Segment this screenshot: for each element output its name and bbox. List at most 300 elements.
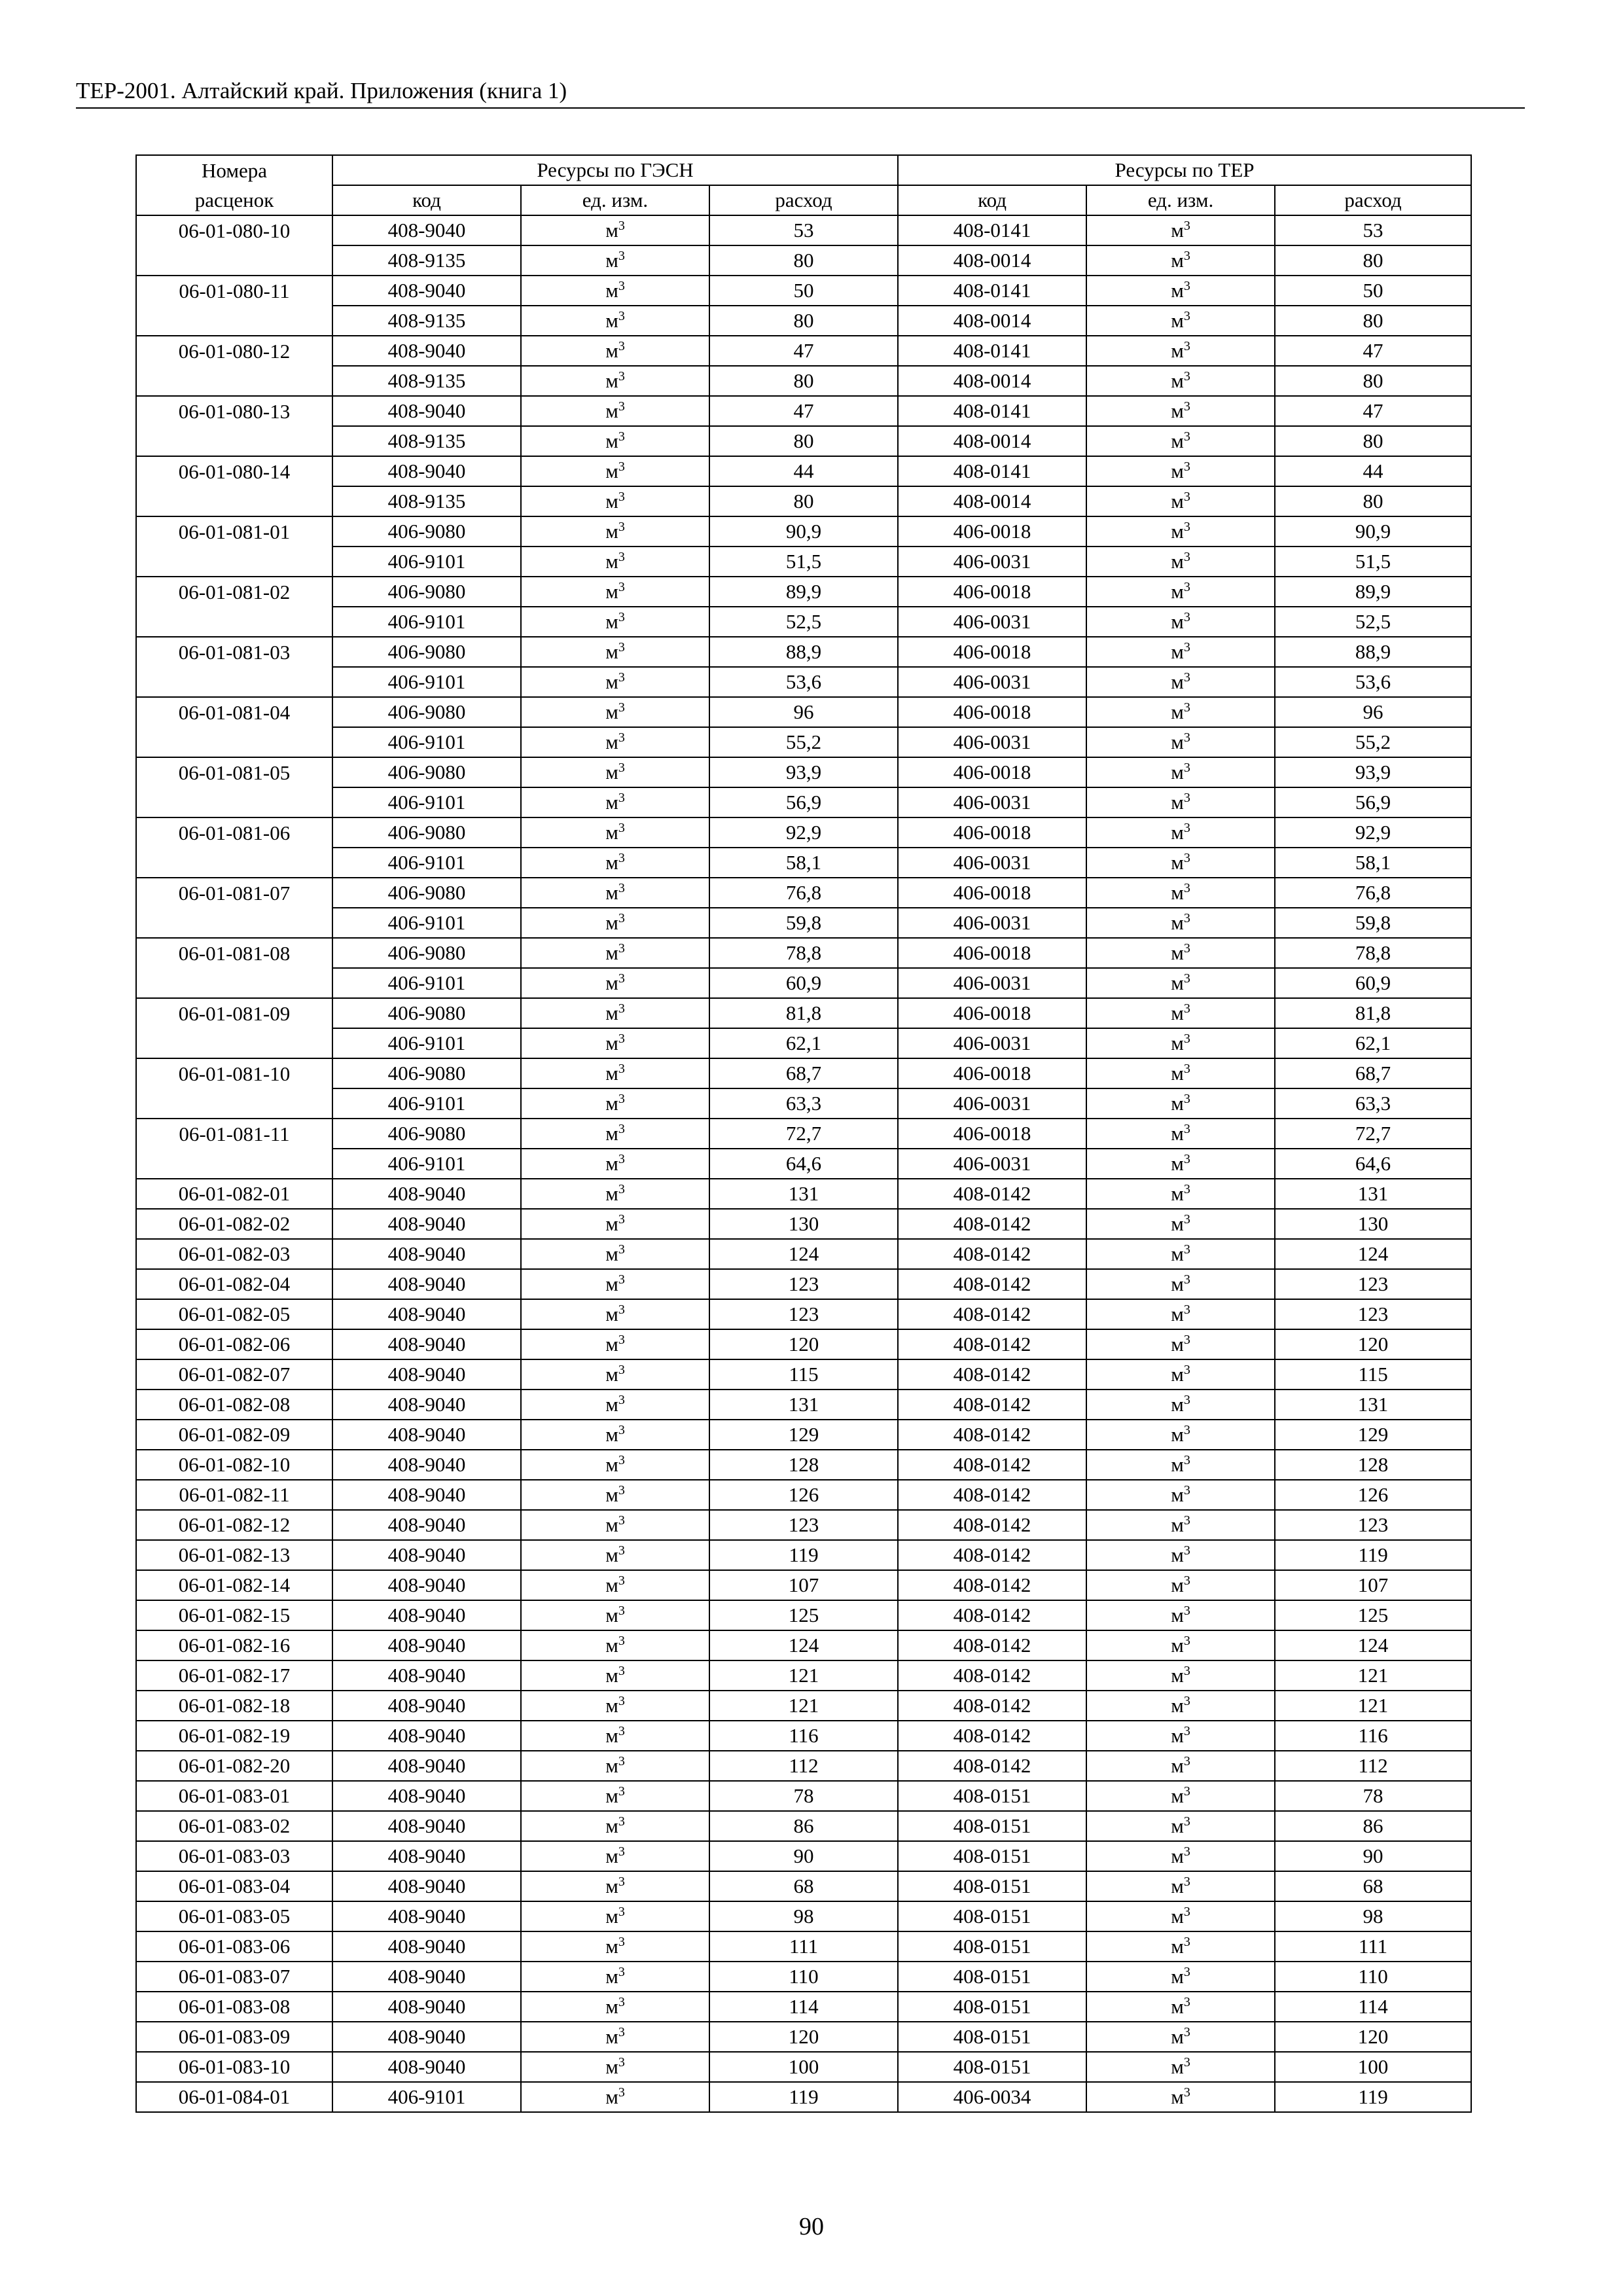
unit-exponent: 3 <box>618 1784 625 1799</box>
gesn-amount-cell: 80 <box>709 306 898 336</box>
unit-exponent: 3 <box>1183 2025 1190 2039</box>
gesn-code-cell: 406-9080 <box>332 577 521 607</box>
ter-code-cell: 408-0142 <box>898 1751 1086 1781</box>
unit-exponent: 3 <box>618 971 625 986</box>
ter-unit-cell <box>1086 1088 1275 1119</box>
gesn-amount-cell: 114 <box>709 1992 898 2022</box>
gesn-amount-cell: 56,9 <box>709 787 898 817</box>
unit-base: м <box>1171 1694 1184 1717</box>
unit-base: м <box>1171 399 1184 422</box>
unit-exponent: 3 <box>618 1905 625 1919</box>
unit-base: м <box>1171 941 1184 964</box>
gesn-unit-cell <box>521 1600 709 1630</box>
gesn-unit-cell <box>521 1691 709 1721</box>
unit-exponent: 3 <box>618 219 625 233</box>
unit-exponent: 3 <box>618 700 625 715</box>
gesn-unit-cell <box>521 1450 709 1480</box>
unit-base: м <box>1171 1182 1184 1205</box>
rate-number-cell: 06-01-082-02 <box>136 1209 332 1239</box>
gesn-code-cell: 406-9101 <box>332 547 521 577</box>
unit-exponent: 3 <box>1183 791 1190 805</box>
gesn-unit-cell <box>521 1630 709 1660</box>
unit-base: м <box>605 851 618 874</box>
gesn-unit-cell <box>521 1660 709 1691</box>
table-row <box>136 1721 1471 1751</box>
ter-amount-cell: 129 <box>1275 1420 1471 1450</box>
ter-unit-cell <box>1086 1751 1275 1781</box>
unit-base: м <box>605 2025 618 2048</box>
unit-exponent: 3 <box>618 821 625 835</box>
unit-exponent: 3 <box>618 429 625 444</box>
gesn-code-cell: 408-9040 <box>332 1420 521 1450</box>
unit-base: м <box>605 1242 618 1265</box>
ter-unit-cell <box>1086 547 1275 577</box>
rate-number-cell: 06-01-082-07 <box>136 1359 332 1390</box>
unit-exponent: 3 <box>618 1062 625 1076</box>
unit-base: м <box>1171 520 1184 543</box>
gesn-code-cell: 408-9135 <box>332 426 521 456</box>
ter-unit-cell <box>1086 1962 1275 1992</box>
unit-base: м <box>1171 369 1184 392</box>
table-row <box>136 2052 1471 2082</box>
unit-exponent: 3 <box>1183 971 1190 986</box>
table-row <box>136 1420 1471 1450</box>
gesn-code-cell: 408-9040 <box>332 1510 521 1540</box>
header-gesn-code: код <box>332 185 521 215</box>
table-row <box>136 1630 1471 1660</box>
header-gesn-group: Ресурсы по ГЭСН <box>332 155 898 185</box>
unit-exponent: 3 <box>618 730 625 745</box>
gesn-amount-cell: 55,2 <box>709 727 898 757</box>
unit-base: м <box>1171 1965 1184 1988</box>
ter-code-cell: 408-0014 <box>898 366 1086 396</box>
gesn-amount-cell: 129 <box>709 1420 898 1450</box>
ter-amount-cell: 44 <box>1275 456 1471 486</box>
gesn-amount-cell: 100 <box>709 2052 898 2082</box>
rate-number-cell: 06-01-083-09 <box>136 2022 332 2052</box>
unit-exponent: 3 <box>618 399 625 414</box>
unit-exponent: 3 <box>618 911 625 925</box>
ter-code-cell: 406-0018 <box>898 637 1086 667</box>
ter-code-cell: 408-0151 <box>898 1781 1086 1811</box>
unit-base: м <box>1171 1483 1184 1506</box>
ter-code-cell: 406-0018 <box>898 516 1086 547</box>
unit-base: м <box>605 911 618 934</box>
unit-base: м <box>1171 459 1184 482</box>
gesn-code-cell: 406-9101 <box>332 968 521 998</box>
unit-exponent: 3 <box>618 1935 625 1949</box>
table-body <box>136 215 1471 2112</box>
rate-number-cell <box>136 1149 332 1179</box>
unit-base: м <box>605 1965 618 1988</box>
unit-exponent: 3 <box>1183 1001 1190 1016</box>
unit-exponent: 3 <box>618 1543 625 1558</box>
gesn-amount-cell: 110 <box>709 1962 898 1992</box>
unit-base: м <box>605 1543 618 1566</box>
gesn-unit-cell <box>521 1540 709 1570</box>
unit-base: м <box>605 610 618 633</box>
ter-code-cell: 406-0018 <box>898 998 1086 1028</box>
gesn-code-cell: 406-9101 <box>332 2082 521 2112</box>
unit-base: м <box>605 550 618 573</box>
gesn-unit-cell <box>521 486 709 516</box>
ter-amount-cell: 47 <box>1275 336 1471 366</box>
gesn-code-cell: 406-9101 <box>332 607 521 637</box>
rate-number-cell: 06-01-082-18 <box>136 1691 332 1721</box>
unit-base: м <box>605 520 618 543</box>
rate-number-cell: 06-01-082-09 <box>136 1420 332 1450</box>
unit-base: м <box>1171 1995 1184 2018</box>
gesn-code-cell: 408-9040 <box>332 1630 521 1660</box>
unit-base: м <box>605 1694 618 1717</box>
unit-exponent: 3 <box>1183 941 1190 956</box>
gesn-code-cell: 406-9080 <box>332 1119 521 1149</box>
gesn-code-cell: 408-9040 <box>332 1209 521 1239</box>
unit-base: м <box>605 249 618 272</box>
unit-base: м <box>1171 2085 1184 2108</box>
unit-exponent: 3 <box>618 1031 625 1046</box>
ter-amount-cell: 90,9 <box>1275 516 1471 547</box>
unit-base: м <box>605 1724 618 1747</box>
unit-exponent: 3 <box>1183 1302 1190 1317</box>
table-row <box>136 757 1471 787</box>
unit-base: м <box>605 1874 618 1897</box>
ter-amount-cell: 123 <box>1275 1299 1471 1329</box>
unit-exponent: 3 <box>1183 1513 1190 1528</box>
table-row <box>136 637 1471 667</box>
unit-exponent: 3 <box>1183 2055 1190 2070</box>
gesn-unit-cell <box>521 366 709 396</box>
gesn-unit-cell <box>521 787 709 817</box>
unit-exponent: 3 <box>618 1694 625 1708</box>
gesn-unit-cell <box>521 908 709 938</box>
gesn-amount-cell: 112 <box>709 1751 898 1781</box>
ter-unit-cell <box>1086 336 1275 366</box>
gesn-amount-cell: 44 <box>709 456 898 486</box>
ter-unit-cell <box>1086 1721 1275 1751</box>
gesn-code-cell: 408-9040 <box>332 1329 521 1359</box>
ter-amount-cell: 114 <box>1275 1992 1471 2022</box>
table-row <box>136 215 1471 245</box>
unit-base: м <box>605 1483 618 1506</box>
rate-number-cell: 06-01-081-07 <box>136 878 332 908</box>
table-row <box>136 1239 1471 1269</box>
rate-number-cell: 06-01-081-06 <box>136 817 332 848</box>
table-row <box>136 2082 1471 2112</box>
unit-base: м <box>605 490 618 512</box>
unit-base: м <box>605 670 618 693</box>
unit-base: м <box>605 1604 618 1626</box>
ter-unit-cell <box>1086 1028 1275 1058</box>
table-row <box>136 1871 1471 1901</box>
rate-number-cell <box>136 667 332 697</box>
gesn-amount-cell: 107 <box>709 1570 898 1600</box>
header-ter-group: Ресурсы по ТЕР <box>898 155 1471 185</box>
unit-base: м <box>605 1634 618 1657</box>
gesn-amount-cell: 68,7 <box>709 1058 898 1088</box>
gesn-unit-cell <box>521 637 709 667</box>
ter-code-cell: 406-0031 <box>898 1149 1086 1179</box>
unit-base: м <box>1171 1092 1184 1115</box>
unit-exponent: 3 <box>618 369 625 384</box>
unit-exponent: 3 <box>618 279 625 293</box>
gesn-code-cell: 408-9040 <box>332 2022 521 2052</box>
unit-exponent: 3 <box>1183 1062 1190 1076</box>
rate-number-cell: 06-01-082-16 <box>136 1630 332 1660</box>
unit-base: м <box>605 821 618 844</box>
unit-base: м <box>1171 339 1184 362</box>
gesn-code-cell: 408-9040 <box>332 396 521 426</box>
gesn-code-cell: 408-9040 <box>332 1962 521 1992</box>
table-row <box>136 938 1471 968</box>
table-row <box>136 1510 1471 1540</box>
unit-base: м <box>605 1212 618 1235</box>
ter-code-cell: 408-0142 <box>898 1480 1086 1510</box>
ter-amount-cell: 107 <box>1275 1570 1471 1600</box>
ter-unit-cell <box>1086 1119 1275 1149</box>
ter-code-cell: 408-0142 <box>898 1540 1086 1570</box>
gesn-unit-cell <box>521 306 709 336</box>
gesn-amount-cell: 68 <box>709 1871 898 1901</box>
gesn-code-cell: 408-9040 <box>332 1600 521 1630</box>
ter-unit-cell <box>1086 1600 1275 1630</box>
gesn-unit-cell <box>521 998 709 1028</box>
ter-code-cell: 406-0031 <box>898 908 1086 938</box>
unit-base: м <box>1171 249 1184 272</box>
gesn-code-cell: 408-9040 <box>332 1721 521 1751</box>
ter-code-cell: 408-0142 <box>898 1691 1086 1721</box>
gesn-amount-cell: 119 <box>709 2082 898 2112</box>
gesn-amount-cell: 47 <box>709 396 898 426</box>
rate-number-cell: 06-01-083-05 <box>136 1901 332 1931</box>
table-row <box>136 1962 1471 1992</box>
gesn-code-cell: 408-9135 <box>332 306 521 336</box>
ter-unit-cell <box>1086 1058 1275 1088</box>
unit-exponent: 3 <box>618 1995 625 2009</box>
gesn-code-cell: 408-9040 <box>332 2052 521 2082</box>
gesn-amount-cell: 50 <box>709 276 898 306</box>
unit-exponent: 3 <box>1183 1694 1190 1708</box>
unit-base: м <box>1171 1242 1184 1265</box>
unit-exponent: 3 <box>618 1664 625 1678</box>
ter-amount-cell: 120 <box>1275 1329 1471 1359</box>
gesn-unit-cell <box>521 1058 709 1088</box>
gesn-amount-cell: 124 <box>709 1630 898 1660</box>
rate-number-cell: 06-01-082-01 <box>136 1179 332 1209</box>
rate-number-cell: 06-01-082-15 <box>136 1600 332 1630</box>
table-row <box>136 1570 1471 1600</box>
gesn-unit-cell <box>521 1510 709 1540</box>
table-row <box>136 1028 1471 1058</box>
ter-amount-cell: 68,7 <box>1275 1058 1471 1088</box>
unit-base: м <box>1171 1664 1184 1687</box>
ter-unit-cell <box>1086 1329 1275 1359</box>
unit-base: м <box>1171 1754 1184 1777</box>
unit-base: м <box>605 1844 618 1867</box>
unit-exponent: 3 <box>618 941 625 956</box>
gesn-amount-cell: 80 <box>709 486 898 516</box>
gesn-unit-cell <box>521 1269 709 1299</box>
unit-exponent: 3 <box>1183 309 1190 323</box>
ter-code-cell: 406-0018 <box>898 938 1086 968</box>
unit-exponent: 3 <box>1183 339 1190 353</box>
unit-base: м <box>605 1393 618 1416</box>
ter-unit-cell <box>1086 1901 1275 1931</box>
unit-base: м <box>1171 1333 1184 1355</box>
gesn-amount-cell: 90 <box>709 1841 898 1871</box>
unit-base: м <box>605 1453 618 1476</box>
rate-number-cell: 06-01-082-13 <box>136 1540 332 1570</box>
gesn-unit-cell <box>521 968 709 998</box>
header-ter-amount: расход <box>1275 185 1471 215</box>
ter-amount-cell: 50 <box>1275 276 1471 306</box>
gesn-unit-cell <box>521 667 709 697</box>
gesn-amount-cell: 90,9 <box>709 516 898 547</box>
unit-exponent: 3 <box>1183 730 1190 745</box>
ter-unit-cell <box>1086 276 1275 306</box>
gesn-amount-cell: 115 <box>709 1359 898 1390</box>
ter-code-cell: 408-0142 <box>898 1600 1086 1630</box>
unit-exponent: 3 <box>1183 1122 1190 1136</box>
unit-exponent: 3 <box>1183 1664 1190 1678</box>
gesn-amount-cell: 89,9 <box>709 577 898 607</box>
rate-number-cell: 06-01-082-08 <box>136 1390 332 1420</box>
ter-code-cell: 408-0141 <box>898 336 1086 366</box>
ter-amount-cell: 93,9 <box>1275 757 1471 787</box>
ter-unit-cell <box>1086 697 1275 727</box>
ter-amount-cell: 47 <box>1275 396 1471 426</box>
unit-exponent: 3 <box>1183 911 1190 925</box>
rate-number-cell: 06-01-082-17 <box>136 1660 332 1691</box>
unit-exponent: 3 <box>1183 1634 1190 1648</box>
unit-exponent: 3 <box>618 249 625 263</box>
ter-unit-cell <box>1086 456 1275 486</box>
header-gesn-amount: расход <box>709 185 898 215</box>
table-row <box>136 667 1471 697</box>
rate-number-cell: 06-01-080-13 <box>136 396 332 426</box>
ter-code-cell: 406-0031 <box>898 1088 1086 1119</box>
unit-base: м <box>605 339 618 362</box>
table-row <box>136 1811 1471 1841</box>
unit-base: м <box>605 971 618 994</box>
gesn-amount-cell: 92,9 <box>709 817 898 848</box>
unit-exponent: 3 <box>618 1754 625 1768</box>
gesn-amount-cell: 63,3 <box>709 1088 898 1119</box>
gesn-amount-cell: 130 <box>709 1209 898 1239</box>
ter-amount-cell: 72,7 <box>1275 1119 1471 1149</box>
unit-base: м <box>1171 429 1184 452</box>
ter-amount-cell: 119 <box>1275 1540 1471 1570</box>
rate-number-cell <box>136 727 332 757</box>
ter-unit-cell <box>1086 1992 1275 2022</box>
table-row <box>136 1329 1471 1359</box>
ter-code-cell: 406-0031 <box>898 787 1086 817</box>
gesn-amount-cell: 80 <box>709 245 898 276</box>
ter-code-cell: 408-0142 <box>898 1269 1086 1299</box>
unit-base: м <box>1171 1393 1184 1416</box>
ter-amount-cell: 53 <box>1275 215 1471 245</box>
unit-base: м <box>1171 1634 1184 1657</box>
unit-exponent: 3 <box>618 1814 625 1829</box>
rate-number-cell <box>136 607 332 637</box>
gesn-amount-cell: 86 <box>709 1811 898 1841</box>
ter-code-cell: 408-0141 <box>898 396 1086 426</box>
unit-base: м <box>605 1905 618 1928</box>
unit-base: м <box>1171 2025 1184 2048</box>
gesn-code-cell: 408-9040 <box>332 1931 521 1962</box>
ter-amount-cell: 64,6 <box>1275 1149 1471 1179</box>
gesn-amount-cell: 78,8 <box>709 938 898 968</box>
unit-exponent: 3 <box>1183 580 1190 594</box>
unit-exponent: 3 <box>1183 550 1190 564</box>
ter-amount-cell: 81,8 <box>1275 998 1471 1028</box>
gesn-code-cell: 408-9040 <box>332 1691 521 1721</box>
gesn-code-cell: 408-9040 <box>332 1871 521 1901</box>
unit-exponent: 3 <box>618 1333 625 1347</box>
unit-exponent: 3 <box>1183 1152 1190 1166</box>
ter-amount-cell: 53,6 <box>1275 667 1471 697</box>
unit-base: м <box>1171 1152 1184 1175</box>
gesn-unit-cell <box>521 1570 709 1600</box>
ter-unit-cell <box>1086 1630 1275 1660</box>
resources-table <box>135 154 1472 2113</box>
gesn-code-cell: 406-9080 <box>332 516 521 547</box>
ter-amount-cell: 78 <box>1275 1781 1471 1811</box>
unit-base: м <box>605 1092 618 1115</box>
gesn-unit-cell <box>521 396 709 426</box>
unit-base: м <box>1171 610 1184 633</box>
unit-base: м <box>1171 791 1184 814</box>
unit-exponent: 3 <box>618 1423 625 1437</box>
unit-base: м <box>1171 1604 1184 1626</box>
ter-code-cell: 406-0031 <box>898 1028 1086 1058</box>
gesn-unit-cell <box>521 1299 709 1329</box>
ter-code-cell: 408-0141 <box>898 215 1086 245</box>
ter-code-cell: 408-0142 <box>898 1390 1086 1420</box>
gesn-unit-cell <box>521 1179 709 1209</box>
unit-base: м <box>1171 279 1184 302</box>
rate-number-cell <box>136 486 332 516</box>
gesn-unit-cell <box>521 547 709 577</box>
header-numbers-sub: расценок <box>136 185 332 215</box>
gesn-amount-cell: 80 <box>709 426 898 456</box>
unit-base: м <box>1171 1062 1184 1085</box>
ter-unit-cell <box>1086 486 1275 516</box>
table-row <box>136 456 1471 486</box>
ter-code-cell: 408-0141 <box>898 276 1086 306</box>
table-row <box>136 1660 1471 1691</box>
table-row <box>136 878 1471 908</box>
gesn-code-cell: 406-9101 <box>332 908 521 938</box>
ter-code-cell: 408-0142 <box>898 1721 1086 1751</box>
ter-unit-cell <box>1086 817 1275 848</box>
unit-exponent: 3 <box>618 1604 625 1618</box>
unit-base: м <box>605 761 618 783</box>
unit-exponent: 3 <box>1183 1242 1190 1257</box>
rate-number-cell <box>136 306 332 336</box>
unit-base: м <box>1171 490 1184 512</box>
gesn-code-cell: 408-9040 <box>332 1299 521 1329</box>
unit-base: м <box>605 791 618 814</box>
unit-exponent: 3 <box>1183 1814 1190 1829</box>
ter-unit-cell <box>1086 1359 1275 1390</box>
table-row <box>136 2022 1471 2052</box>
gesn-unit-cell <box>521 727 709 757</box>
ter-unit-cell <box>1086 1570 1275 1600</box>
table-row <box>136 1088 1471 1119</box>
rate-number-cell: 06-01-080-12 <box>136 336 332 366</box>
gesn-unit-cell <box>521 697 709 727</box>
